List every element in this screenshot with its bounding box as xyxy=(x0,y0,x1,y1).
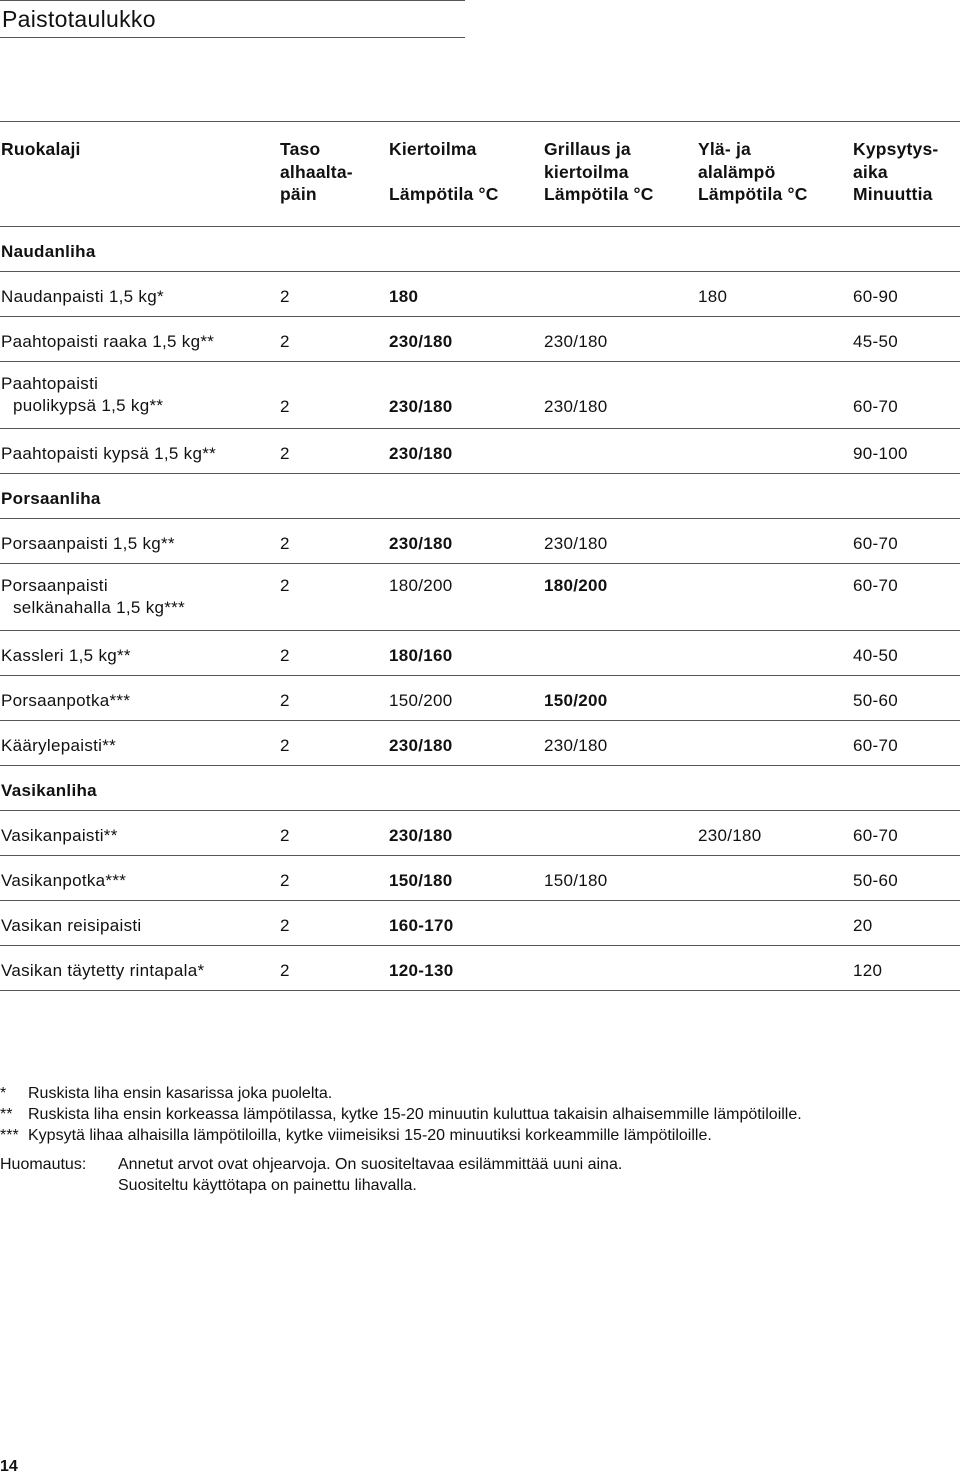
category-label: Naudanliha xyxy=(1,242,96,261)
dish-name: Paahtopaisti kypsä 1,5 kg** xyxy=(1,444,217,463)
header-fan-line: Lämpötila °C xyxy=(389,184,499,204)
fan-temp-value: 230/180 xyxy=(389,332,453,351)
dish-name: Vasikanpaisti** xyxy=(1,826,118,845)
header-time xyxy=(853,138,938,206)
header-grill-line: Grillaus ja xyxy=(544,139,631,159)
level-value: 2 xyxy=(280,444,290,463)
grill-temp-value: 180/200 xyxy=(544,576,608,595)
table-row xyxy=(0,429,960,474)
level-value: 2 xyxy=(280,736,290,755)
header-fan xyxy=(389,138,499,206)
grill-temp-value: 230/180 xyxy=(544,736,608,755)
table-row xyxy=(0,721,960,766)
footnote xyxy=(0,1083,960,1104)
cooking-time-value: 60-70 xyxy=(853,397,898,416)
topbottom-temp-value: 180 xyxy=(698,287,728,306)
grill-temp-value: 150/180 xyxy=(544,871,608,890)
header-level-line: Taso xyxy=(280,139,321,159)
grill-temp-value: 230/180 xyxy=(544,332,608,351)
fan-temp-value: 180 xyxy=(389,287,419,306)
fan-temp-value: 180/200 xyxy=(389,576,453,595)
level-value: 2 xyxy=(280,332,290,351)
fan-temp-value: 230/180 xyxy=(389,826,453,845)
grill-temp-value: 230/180 xyxy=(544,397,608,416)
table-body xyxy=(0,227,960,991)
level-value: 2 xyxy=(280,871,290,890)
header-time-line: Minuuttia xyxy=(853,184,933,204)
table-row xyxy=(0,631,960,676)
footnote-mark: * xyxy=(0,1085,7,1102)
footnote-mark: ** xyxy=(0,1106,13,1123)
dish-name: Vasikanpotka*** xyxy=(1,871,127,890)
dish-name: Paahtopaisti xyxy=(1,374,99,393)
dish-name: selkänahalla 1,5 kg*** xyxy=(13,598,185,617)
dish-name: Porsaanpaisti xyxy=(1,576,108,595)
table-row xyxy=(0,272,960,317)
header-grill-line: Lämpötila °C xyxy=(544,184,654,204)
cooking-time-value: 60-70 xyxy=(853,736,898,755)
table-row xyxy=(0,856,960,901)
dish-name: Paahtopaisti raaka 1,5 kg** xyxy=(1,332,215,351)
header-time-line: Kypsytys- xyxy=(853,139,939,159)
note-line: Suositeltu käyttötapa on painettu lihavalla. xyxy=(118,1177,417,1194)
fan-temp-value: 230/180 xyxy=(389,397,453,416)
category-row xyxy=(0,766,960,811)
fan-temp-value: 230/180 xyxy=(389,444,453,463)
cooking-time-value: 120 xyxy=(853,961,883,980)
footnote-text: Ruskista liha ensin kasarissa joka puolelta. xyxy=(28,1085,333,1102)
level-value: 2 xyxy=(280,961,290,980)
footnotes xyxy=(0,1083,960,1146)
note-label: Huomautus: xyxy=(0,1156,87,1173)
level-value: 2 xyxy=(280,534,290,553)
table-row xyxy=(0,564,960,631)
cooking-time-value: 50-60 xyxy=(853,691,898,710)
fan-temp-value: 150/180 xyxy=(389,871,453,890)
header-fan-line xyxy=(389,161,499,184)
dish-name: Porsaanpotka*** xyxy=(1,691,131,710)
category-row xyxy=(0,227,960,272)
header-fan-line: Kiertoilma xyxy=(389,139,477,159)
header-dish xyxy=(1,138,81,161)
fan-temp-value: 180/160 xyxy=(389,646,453,665)
cooking-time-value: 20 xyxy=(853,916,873,935)
table-row xyxy=(0,901,960,946)
fan-temp-value: 150/200 xyxy=(389,691,453,710)
header-level xyxy=(280,138,353,206)
header-grill-line: kiertoilma xyxy=(544,161,629,182)
cooking-time-value: 40-50 xyxy=(853,646,898,665)
dish-name: Naudanpaisti 1,5 kg* xyxy=(1,287,164,306)
header-topbottom xyxy=(698,138,808,206)
category-label: Vasikanliha xyxy=(1,781,97,800)
dish-name: Käärylepaisti** xyxy=(1,736,117,755)
category-row xyxy=(0,474,960,519)
cooking-time-value: 90-100 xyxy=(853,444,908,463)
footnote-text: Ruskista liha ensin korkeassa lämpötilassa, kytke 15-20 minuutin kuluttua takaisin alhaisemmille lämpötiloille. xyxy=(28,1106,802,1123)
footnote xyxy=(0,1104,960,1125)
grill-temp-value: 230/180 xyxy=(544,534,608,553)
page-title: Paistotaulukko xyxy=(2,6,156,32)
page-number: 14 xyxy=(0,1458,18,1475)
dish-name: Vasikan täytetty rintapala* xyxy=(1,961,205,980)
fan-temp-value: 230/180 xyxy=(389,736,453,755)
header-time-line: aika xyxy=(853,161,888,182)
roasting-table xyxy=(0,121,960,991)
dish-name: Kassleri 1,5 kg** xyxy=(1,646,131,665)
table-row xyxy=(0,946,960,991)
header-topbottom-line: Lämpötila °C xyxy=(698,184,808,204)
table-row xyxy=(0,362,960,429)
level-value: 2 xyxy=(280,397,290,416)
header-level-line: alhaalta- xyxy=(280,161,353,182)
table-row xyxy=(0,811,960,856)
level-value: 2 xyxy=(280,691,290,710)
header-grill xyxy=(544,138,654,206)
level-value: 2 xyxy=(280,916,290,935)
dish-name: Porsaanpaisti 1,5 kg** xyxy=(1,534,175,553)
category-label: Porsaanliha xyxy=(1,489,101,508)
cooking-time-value: 50-60 xyxy=(853,871,898,890)
cooking-time-value: 60-70 xyxy=(853,576,898,595)
cooking-time-value: 45-50 xyxy=(853,332,898,351)
dish-name: puolikypsä 1,5 kg** xyxy=(13,396,164,415)
footnote-mark: *** xyxy=(0,1127,19,1144)
fan-temp-value: 120-130 xyxy=(389,961,454,980)
title-bar xyxy=(0,0,465,38)
cooking-time-value: 60-70 xyxy=(853,826,898,845)
cooking-time-value: 60-70 xyxy=(853,534,898,553)
table-row xyxy=(0,519,960,564)
level-value: 2 xyxy=(280,826,290,845)
header-level-line: päin xyxy=(280,184,317,204)
topbottom-temp-value: 230/180 xyxy=(698,826,762,845)
fan-temp-value: 230/180 xyxy=(389,534,453,553)
table-row xyxy=(0,317,960,362)
table-header xyxy=(0,121,960,227)
cooking-time-value: 60-90 xyxy=(853,287,898,306)
header-topbottom-line: alalämpö xyxy=(698,161,776,182)
footnote-text: Kypsytä lihaa alhaisilla lämpötiloilla, kytke viimeisiksi 15-20 minuutiksi korkeammille lämpötiloille. xyxy=(28,1127,712,1144)
dish-name: Vasikan reisipaisti xyxy=(1,916,142,935)
footnote xyxy=(0,1125,960,1146)
level-value: 2 xyxy=(280,576,290,595)
header-topbottom-line: Ylä- ja xyxy=(698,139,751,159)
fan-temp-value: 160-170 xyxy=(389,916,454,935)
level-value: 2 xyxy=(280,287,290,306)
note-line: Annetut arvot ovat ohjearvoja. On suositeltavaa esilämmittää uuni aina. xyxy=(118,1156,623,1173)
table-row xyxy=(0,676,960,721)
level-value: 2 xyxy=(280,646,290,665)
header-dish-label: Ruokalaji xyxy=(1,139,81,159)
grill-temp-value: 150/200 xyxy=(544,691,608,710)
